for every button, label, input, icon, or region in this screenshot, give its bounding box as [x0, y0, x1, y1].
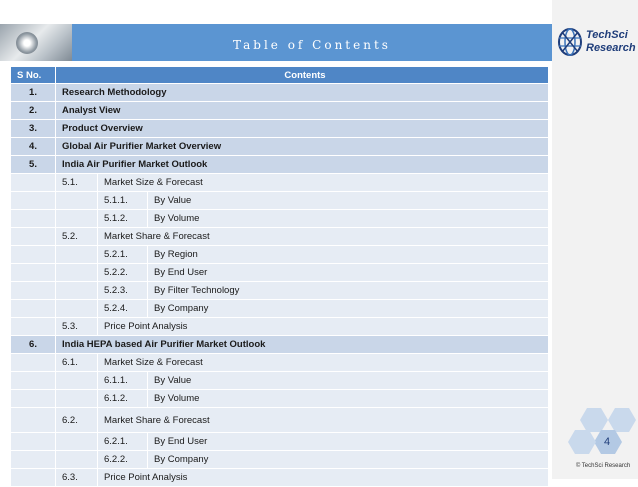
header-contents: Contents	[56, 67, 549, 84]
toc-row-number: 5.1.2.	[98, 210, 148, 228]
logo-globe-icon	[556, 26, 584, 58]
logo-text	[586, 29, 636, 55]
toc-row-title: By Value	[148, 372, 549, 390]
toc-row	[11, 408, 549, 433]
toc-row-title: Market Share & Forecast	[98, 408, 549, 433]
toc-row-number: 5.2.4.	[98, 300, 148, 318]
toc-row	[11, 451, 549, 469]
toc-row	[11, 228, 549, 246]
toc-row-number: 4.	[11, 138, 56, 156]
toc-row-title: By Value	[148, 192, 549, 210]
toc-row-indent	[11, 282, 56, 300]
toc-row-indent	[11, 318, 56, 336]
toc-row-indent	[56, 433, 98, 451]
logo-line2: Research	[586, 42, 636, 54]
toc-row-number: 5.2.1.	[98, 246, 148, 264]
toc-row-title: India Air Purifier Market Outlook	[56, 156, 549, 174]
toc-row-indent	[56, 300, 98, 318]
toc-row-number: 6.	[11, 336, 56, 354]
toc-row-indent	[56, 390, 98, 408]
toc-row-number: 1.	[11, 84, 56, 102]
toc-row-title: Product Overview	[56, 120, 549, 138]
toc-row-indent	[11, 228, 56, 246]
toc-row	[11, 174, 549, 192]
logo-line1: TechSci	[586, 29, 628, 41]
toc-row-number: 3.	[11, 120, 56, 138]
toc-row-indent	[11, 192, 56, 210]
toc-row-indent	[56, 264, 98, 282]
toc-row	[11, 354, 549, 372]
toc-row-title: By Volume	[148, 390, 549, 408]
toc-row-title: By Filter Technology	[148, 282, 549, 300]
toc-row-title: By Company	[148, 451, 549, 469]
toc-row	[11, 102, 549, 120]
toc-row	[11, 264, 549, 282]
toc-row-number: 5.3.	[56, 318, 98, 336]
toc-row	[11, 120, 549, 138]
toc-row-number: 6.1.2.	[98, 390, 148, 408]
toc-table	[10, 66, 549, 487]
toc-row-number: 5.	[11, 156, 56, 174]
toc-row-title: By Volume	[148, 210, 549, 228]
toc-row-indent	[56, 451, 98, 469]
toc-row	[11, 300, 549, 318]
toc-row	[11, 433, 549, 451]
toc-row-title: Market Share & Forecast	[98, 228, 549, 246]
toc-row	[11, 336, 549, 354]
toc-row-title: Research Methodology	[56, 84, 549, 102]
toc-row	[11, 246, 549, 264]
toc-row-number: 5.2.3.	[98, 282, 148, 300]
toc-row	[11, 210, 549, 228]
toc-row-title: India HEPA based Air Purifier Market Outlook	[56, 336, 549, 354]
page-number: 4	[603, 436, 611, 448]
toc-row-title: By Region	[148, 246, 549, 264]
toc-row-indent	[11, 300, 56, 318]
toc-row-number: 5.1.1.	[98, 192, 148, 210]
toc-row	[11, 390, 549, 408]
page-title: Table of Contents	[233, 38, 391, 52]
header-sno: S No.	[11, 67, 56, 84]
toc-row-indent	[11, 408, 56, 433]
toc-header-row	[11, 67, 549, 84]
toc-row	[11, 469, 549, 487]
toc-row-indent	[11, 354, 56, 372]
toc-row-indent	[56, 192, 98, 210]
toc-row	[11, 84, 549, 102]
copyright-text: © TechSci Research	[575, 463, 631, 469]
toc-row	[11, 138, 549, 156]
toc-row-number: 6.1.1.	[98, 372, 148, 390]
toc-row	[11, 372, 549, 390]
toc-row-number: 5.2.2.	[98, 264, 148, 282]
toc-row-title: By End User	[148, 433, 549, 451]
toc-row-title: By Company	[148, 300, 549, 318]
toc-row-number: 6.2.2.	[98, 451, 148, 469]
toc-row-title: Price Point Analysis	[98, 318, 549, 336]
toc-row-indent	[11, 390, 56, 408]
toc-row-indent	[11, 451, 56, 469]
techsci-logo	[556, 26, 636, 60]
header-product-image	[0, 24, 72, 61]
toc-row-indent	[11, 246, 56, 264]
toc-row-number: 6.2.1.	[98, 433, 148, 451]
toc-row-title: Global Air Purifier Market Overview	[56, 138, 549, 156]
toc-row-number: 6.1.	[56, 354, 98, 372]
toc-row	[11, 318, 549, 336]
toc-row-number: 6.3.	[56, 469, 98, 487]
toc-row-title: By End User	[148, 264, 549, 282]
toc-row-indent	[11, 174, 56, 192]
toc-row	[11, 156, 549, 174]
toc-row	[11, 282, 549, 300]
toc-row-indent	[56, 210, 98, 228]
toc-row-indent	[56, 282, 98, 300]
toc-row-indent	[11, 372, 56, 390]
toc-row-number: 6.2.	[56, 408, 98, 433]
toc-row-indent	[11, 469, 56, 487]
toc-row-title: Price Point Analysis	[98, 469, 549, 487]
toc-row-indent	[56, 246, 98, 264]
toc-row-indent	[11, 433, 56, 451]
toc-row-number: 2.	[11, 102, 56, 120]
toc-row-indent	[56, 372, 98, 390]
toc-row-indent	[11, 210, 56, 228]
toc-row-title: Market Size & Forecast	[98, 174, 549, 192]
toc-row-number: 5.2.	[56, 228, 98, 246]
toc-row-number: 5.1.	[56, 174, 98, 192]
toc-row	[11, 192, 549, 210]
toc-row-title: Analyst View	[56, 102, 549, 120]
header-bar	[0, 24, 552, 61]
toc-row-indent	[11, 264, 56, 282]
toc-row-title: Market Size & Forecast	[98, 354, 549, 372]
